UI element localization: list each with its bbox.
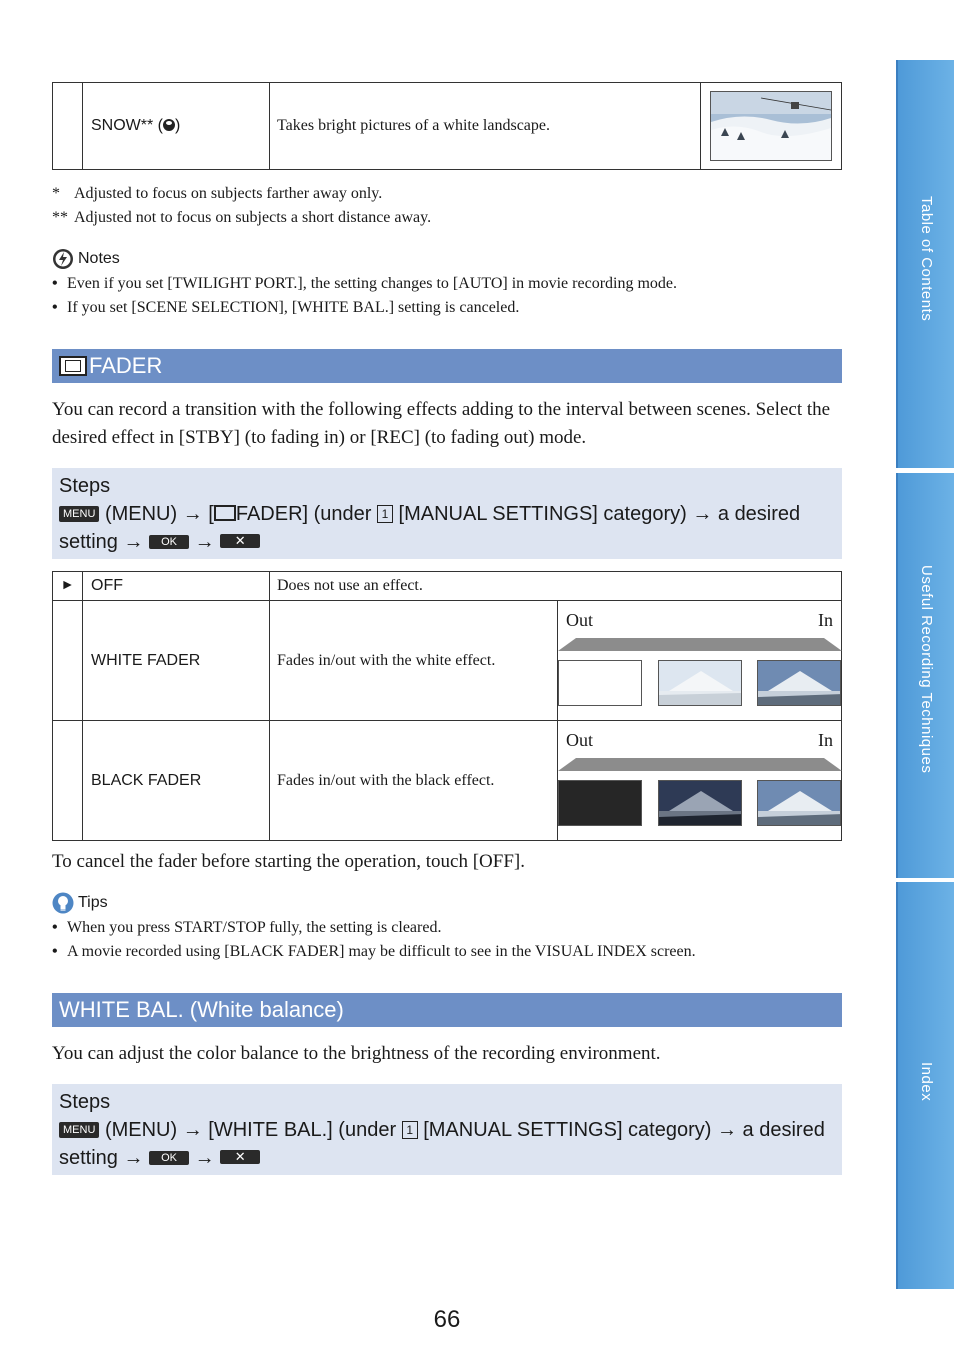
snow-photo-cell — [701, 83, 842, 170]
row-description: Does not use an effect. — [270, 572, 842, 601]
fader-section-title: FADER — [89, 353, 163, 378]
in-label: In — [818, 729, 833, 750]
steps-arrow: → — [189, 1147, 221, 1169]
row-name: OFF — [83, 572, 270, 601]
footnote-text: Adjusted not to focus on subjects a short distance away. — [74, 209, 432, 226]
snow-icon — [163, 119, 175, 131]
category-number-icon: 1 — [402, 1121, 418, 1139]
row-mark — [53, 83, 83, 170]
notes-item-text: If you set [SCENE SELECTION], [WHITE BAL.] setting is canceled. — [67, 299, 520, 316]
fader-section-header — [52, 349, 842, 383]
lightbulb-icon — [52, 892, 74, 914]
fader-cancel-text: To cancel the fader before starting the operation, touch [OFF]. — [52, 851, 525, 872]
steps-label: Steps — [59, 1091, 111, 1113]
steps-text: [MANUAL SETTINGS] category) → a desired setting → — [59, 503, 801, 553]
tab-label: Index — [918, 1062, 935, 1102]
notes-item: • If you set [SCENE SELECTION], [WHITE BAL.] setting is canceled. — [52, 299, 520, 316]
white-frame-thumb — [558, 660, 642, 706]
tab-table-of-contents[interactable] — [896, 60, 954, 468]
black-fader-illustration — [558, 721, 842, 841]
tips-item-text: When you press START/STOP fully, the setting is cleared. — [67, 919, 442, 936]
row-mark — [53, 601, 83, 721]
white-bal-steps-box — [52, 1084, 842, 1175]
category-number-icon: 1 — [377, 505, 393, 523]
page-number: 66 — [433, 1306, 461, 1333]
faded-mountain-thumb — [658, 660, 742, 706]
footnote-text: Adjusted to focus on subjects farther away only. — [74, 185, 383, 202]
notes-heading — [52, 248, 120, 270]
notes-icon — [52, 248, 74, 270]
tab-label: Table of Contents — [918, 196, 935, 322]
tab-index[interactable] — [896, 882, 954, 1289]
row-name — [83, 83, 270, 170]
steps-arrow: → — [189, 531, 221, 553]
close-key-icon: ✕ — [220, 1150, 260, 1164]
mountain-thumb — [757, 660, 841, 706]
row-description: Fades in/out with the black effect. — [270, 721, 558, 841]
close-key-icon: ✕ — [220, 534, 260, 548]
tips-title: Tips — [78, 894, 108, 911]
in-label: In — [818, 609, 833, 630]
white-fader-illustration — [558, 601, 842, 721]
table-row — [53, 83, 842, 170]
tips-item-text: A movie recorded using [BLACK FADER] may be difficult to see in the VISUAL INDEX screen. — [67, 943, 696, 960]
tips-item: • When you press START/STOP fully, the setting is cleared. — [52, 919, 442, 936]
scene-table — [52, 82, 842, 170]
steps-text: (MENU) → [ — [99, 503, 214, 525]
fader-steps-box — [52, 468, 842, 559]
footnote-mark: ** — [52, 209, 68, 226]
menu-key-icon: MENU — [59, 506, 99, 522]
fade-arrow-icon — [558, 756, 842, 772]
out-label: Out — [566, 729, 593, 750]
table-row — [53, 572, 842, 601]
snow-label: SNOW** ( — [91, 117, 163, 134]
snow-label-close: ) — [175, 117, 181, 134]
steps-instruction — [59, 1116, 835, 1172]
ok-key-icon: OK — [149, 1151, 189, 1165]
row-description: Takes bright pictures of a white landscape. — [270, 83, 701, 170]
row-mark — [53, 721, 83, 841]
fade-arrow-icon — [558, 636, 842, 652]
notes-item-text: Even if you set [TWILIGHT PORT.], the setting changes to [AUTO] in movie recording mode. — [67, 275, 678, 292]
row-description: Fades in/out with the white effect. — [270, 601, 558, 721]
dark-mountain-thumb — [658, 780, 742, 826]
tab-useful-recording-techniques[interactable] — [896, 473, 954, 878]
steps-label: Steps — [59, 475, 111, 497]
film-icon — [214, 505, 236, 521]
film-icon — [59, 356, 87, 376]
tips-heading — [52, 892, 108, 914]
black-frame-thumb — [558, 780, 642, 826]
fader-table — [52, 571, 842, 841]
menu-key-icon: MENU — [59, 1122, 99, 1138]
steps-instruction — [59, 500, 835, 556]
table-row — [53, 721, 842, 841]
white-bal-section-title: WHITE BAL. (White balance) — [59, 997, 344, 1022]
table-row — [53, 601, 842, 721]
white-bal-intro: You can adjust the color balance to the brightness of the recording environment. — [52, 1043, 661, 1064]
default-mark-icon: ► — [53, 572, 83, 601]
footnote-1 — [52, 185, 382, 203]
snow-landscape-photo — [710, 91, 832, 161]
steps-text: (MENU) → [WHITE BAL.] (under — [99, 1119, 402, 1141]
tab-label: Useful Recording Techniques — [918, 565, 935, 774]
steps-text: [MANUAL SETTINGS] category) → a desired setting → — [59, 1119, 825, 1169]
row-name: BLACK FADER — [83, 721, 270, 841]
footnote-2 — [52, 209, 431, 227]
tips-item: • A movie recorded using [BLACK FADER] may be difficult to see in the VISUAL INDEX screen. — [52, 943, 696, 960]
mountain-thumb — [757, 780, 841, 826]
fader-intro: You can record a transition with the following effects adding to the interval between scenes. Select the desired effect in [STBY] (to fading in) or [REC] (to fading out) mode. — [52, 399, 831, 448]
footnote-mark: * — [52, 185, 60, 202]
out-label: Out — [566, 609, 593, 630]
row-name: WHITE FADER — [83, 601, 270, 721]
steps-text: FADER] (under — [235, 503, 377, 525]
notes-title: Notes — [78, 250, 120, 267]
notes-item: • Even if you set [TWILIGHT PORT.], the setting changes to [AUTO] in movie recording mode. — [52, 275, 678, 292]
ok-key-icon: OK — [149, 535, 189, 549]
white-bal-section-header — [52, 993, 842, 1027]
